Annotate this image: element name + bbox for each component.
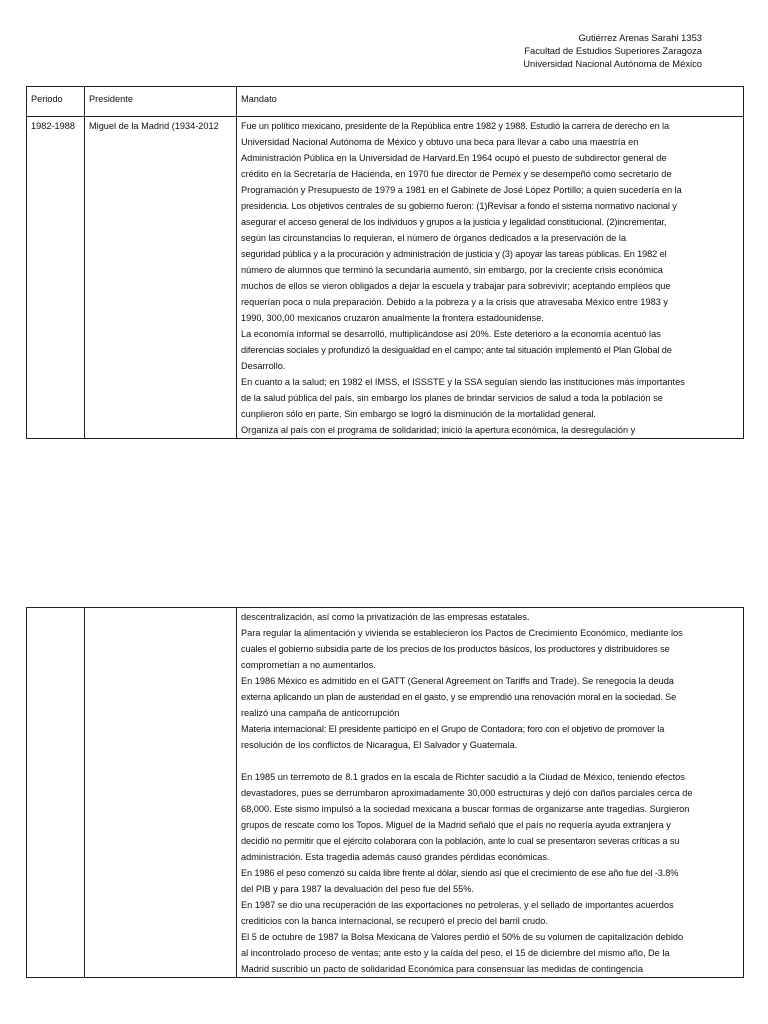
mandato-text-line: 1990, 300,00 mexicanos cruzaron anualmente la frontera estadounidense.: [241, 313, 544, 323]
mandato-text-line: al incontrolado proceso de ventas; ante esto y la caída del peso, el 15 de diciembre del mismo año, De la: [241, 948, 670, 958]
mandato-text-line: Programación y Presupuesto de 1979 a 1981 en el Gabinete de José López Portillo; a quien sucedería en la: [241, 185, 682, 195]
column-header-periodo: Periodo: [27, 87, 85, 117]
mandato-text-line: Desarrollo.: [241, 361, 286, 371]
mandato-text-line: devastadores, pues se derrumbaron aproximadamente 30,000 estructuras y dejó con daños parciales cerca de: [241, 788, 693, 798]
mandato-text-line: Materia internacional: El presidente participó en el Grupo de Contadora; foro con el objetivo de promover la: [241, 724, 665, 734]
table-header-row: [27, 87, 744, 117]
author-line: Gutiérrez Arenas Sarahi 1353: [578, 32, 702, 43]
mandato-text-line: crédito en la Secretaría de Hacienda, en 1970 fue director de Pemex y se desempeñó como secretario de: [241, 169, 672, 179]
presidente-cell-empty: [85, 608, 237, 978]
mandato-text-line: de la salud pública del país, sin embargo los planes de brindar servicios de salud a toda la población se: [241, 393, 663, 403]
mandato-text-line: realizó una campaña de anticorrupción: [241, 708, 400, 718]
mandato-text-line: requerían poca o nula preparación. Debido a la pobreza y a la crisis que atravesaba México entre 1983 y: [241, 297, 668, 307]
mandato-text-line: El 5 de octubre de 1987 la Bolsa Mexicana de Valores perdió el 50% de su volumen de capitalización debido: [241, 932, 684, 942]
mandato-text-line: Organiza al país con el programa de solidaridad; inició la apertura económica, la desregulación y: [241, 425, 636, 435]
faculty-line: Facultad de Estudios Superiores Zaragoza: [524, 45, 702, 56]
mandato-text-line: Para regular la alimentación y vivienda se establecieron los Pactos de Crecimiento Económico, mediante los: [241, 628, 683, 638]
mandato-text-line: del PIB y para 1987 la devaluación del peso fue del 55%.: [241, 884, 474, 894]
mandato-text-line: En 1985 un terremoto de 8.1 grados en la escala de Richter sacudió a la Ciudad de México, teniendo efectos: [241, 772, 685, 782]
column-header-mandato: Mandato: [237, 87, 744, 117]
mandato-text-line: decidió no permitir que el ejército colaborara con la población, ante lo cual se presentaron severas críticas a su: [241, 836, 680, 846]
university-line: Universidad Nacional Autónoma de México: [523, 58, 702, 69]
mandato-text-line: grupos de rescate como los Topos. Miguel de la Madrid señaló que el país no requería ayuda extranjera y: [241, 820, 671, 830]
mandato-text-line: cunplieron sólo en parte. Sin embargo se logró la disminución de la mortalidad general.: [241, 409, 596, 419]
mandato-text-line: seguridad pública y a la procuración y administración de justicia y (3) apoyar las tareas públicas. En 1982 el: [241, 249, 667, 259]
presidente-cell: Miguel de la Madrid (1934-2012: [85, 117, 237, 439]
mandato-text-line: En 1986 México es admitido en el GATT (General Agreement on Tariffs and Trade). Se renegocia la deuda: [241, 676, 674, 686]
mandato-text-line: crediticios con la banca internacional, se recuperó el precio del barril crudo.: [241, 916, 548, 926]
mandato-text-line: En cuanto a la salud; en 1982 el IMSS, el ISSSTE y la SSA seguían siendo las instituciones más importantes: [241, 377, 685, 387]
table-row: [27, 117, 744, 439]
mandato-text-line: resolución de los conflictos de Nicaragua, El Salvador y Guatemala.: [241, 740, 518, 750]
mandato-text-line: En 1987 se dio una recuperación de las exportaciones no petroleras, y el sellado de importantes acuerdos: [241, 900, 674, 910]
mandato-text-line: cuales el gobierno subsidia parte de los precios de los productos básicos, los productores y distribuidores se: [241, 644, 670, 654]
periodo-cell-empty: [27, 608, 85, 978]
mandato-cell: [237, 117, 744, 439]
mandato-text-line: administración. Esta tragedia además causó grandes pérdidas económicas.: [241, 852, 550, 862]
mandato-text-line: 68,000. Este sismo impulsó a la sociedad mexicana a buscar formas de organizarse ante tragedias. Surgieron: [241, 804, 690, 814]
mandato-text-line: muchos de ellos se vieron obligados a dejar la escuela y trabajar para sobrevivir; aceptando empleos que: [241, 281, 671, 291]
mandato-text-line: descentralización, así como la privatización de las empresas estatales.: [241, 612, 530, 622]
mandato-text-line: externa aplicando un plan de austeridad en el gasto, y se emprendió una renovación moral en la sociedad. Se: [241, 692, 677, 702]
mandato-text-line: La economía informal se desarrolló, multiplicándose así 20%. Este deterioro a la economía acentuó las: [241, 329, 661, 339]
mandato-text-line: Administración Pública en la Universidad de Harvard.En 1964 ocupó el puesto de subdirector general de: [241, 153, 667, 163]
mandato-text-line: [241, 753, 739, 769]
column-header-presidente: Presidente: [85, 87, 237, 117]
mandate-table-page-1: [26, 86, 744, 439]
mandato-text-line: Fue un político mexicano, presidente de la República entre 1982 y 1988. Estudió la carrera de derecho en la: [241, 121, 669, 131]
mandato-text-line: Universidad Nacional Autónoma de México y obtuvo una beca para llevar a cabo una maestría en: [241, 137, 639, 147]
periodo-cell: 1982-1988: [27, 117, 85, 439]
mandato-text-line: Madrid suscribió un pacto de solidaridad Económica para consensuar las medidas de contingencia: [241, 964, 643, 974]
mandate-table-page-2: [26, 607, 744, 978]
mandato-text-line: comprometían a no aumentarlos.: [241, 660, 376, 670]
mandato-text-line: número de alumnos que terminó la secundaria aumentó, sin embargo, por la creciente crisis económica: [241, 265, 663, 275]
mandato-text-line: según las circunstancias lo requieran, el número de órganos dedicados a la preservación de la: [241, 233, 627, 243]
mandato-text-line: asegurar el acceso general de los individuos y grupos a la justicia y legalidad constitucional. (2)incrementar,: [241, 217, 667, 227]
table-row: [27, 608, 744, 978]
mandato-text-line: presidencia. Los objetivos centrales de su gobierno fueron: (1)Revisar a fondo el sistema normativo nacional y: [241, 201, 677, 211]
document-header: [523, 31, 702, 70]
mandato-text-line: diferencias sociales y profundizó la desigualdad en el campo; ante tal situación implementó el Plan Global de: [241, 345, 672, 355]
mandato-text-line: En 1986 el peso comenzó su caída libre frente al dólar, siendo así que el crecimiento de ese año fue del -3.8%: [241, 868, 679, 878]
mandato-cell-continued: [237, 608, 744, 978]
